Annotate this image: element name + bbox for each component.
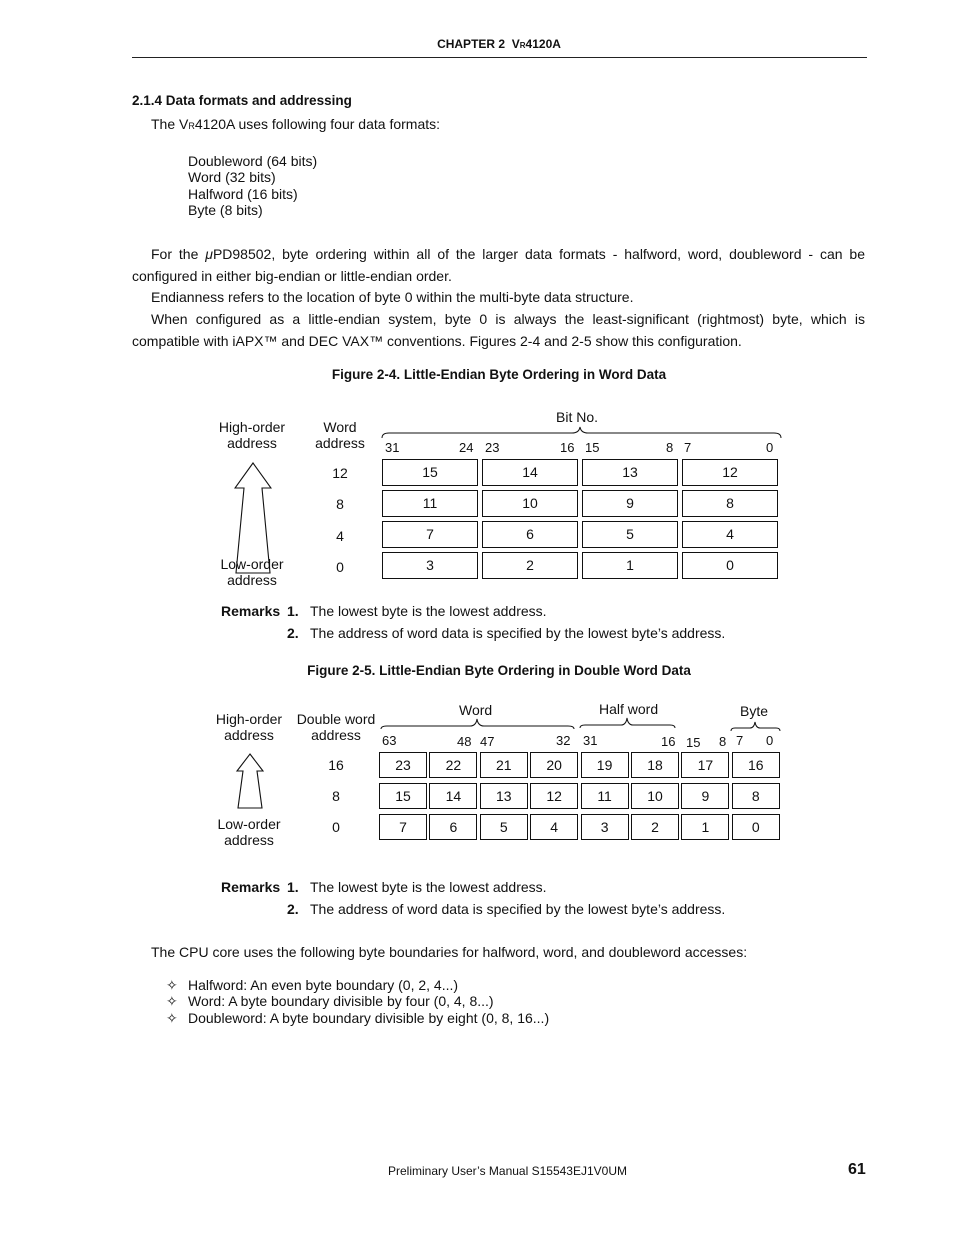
fig25-byte-cell: 3: [581, 814, 629, 840]
sparkle-bullet-icon: ✧: [166, 1009, 178, 1026]
boundaries-intro: The CPU core uses the following byte boundaries for halfword, word, and doubleword accesses:: [151, 944, 748, 960]
fig24-byte-cell: 3: [382, 552, 478, 579]
label-line: Double word: [296, 711, 376, 727]
label-line: Low-order: [217, 816, 281, 832]
fig25-byte-cell: 19: [581, 752, 629, 778]
fig25-byte-cell: 6: [429, 814, 477, 840]
fig24-byte-cell: 7: [382, 521, 478, 548]
chapter-label: CHAPTER 2: [437, 37, 506, 51]
intro-sub: R: [188, 121, 195, 131]
fig25-byte-cell: 0: [732, 814, 780, 840]
fig24-remarks-label: Remarks: [221, 603, 281, 619]
fig25-byte-cell: 10: [631, 783, 679, 809]
fig25-remark-text: The lowest byte is the lowest address.: [310, 879, 547, 895]
fig24-byte-cell: 4: [682, 521, 778, 548]
fig24-byte-cell: 14: [482, 459, 578, 486]
fig24-address: 12: [332, 465, 348, 481]
page-header: [0, 37, 954, 51]
section-intro: [151, 116, 440, 132]
fig24-byte-cell: 5: [582, 521, 678, 548]
fig25-byte-cell: 1: [681, 814, 729, 840]
fig24-bit-label: 15: [585, 440, 600, 455]
fig24-bit-label: 31: [385, 440, 400, 455]
list-item: [166, 977, 549, 993]
format-item: Word (32 bits): [188, 169, 276, 186]
paragraph-byte-ordering: [132, 243, 865, 287]
product-sub: R: [519, 41, 526, 50]
list-item-text: Halfword: An even byte boundary (0, 2, 4...): [188, 977, 459, 993]
fig25-remark-text: The address of word data is specified by the lowest byte’s address.: [310, 901, 726, 917]
sparkle-bullet-icon: ✧: [166, 993, 178, 1010]
fig25-low-order-label: [209, 816, 289, 848]
fig24-bit-label: 24: [459, 440, 474, 455]
label-line: address: [315, 435, 365, 451]
label-line: address: [224, 832, 274, 848]
data-format-list: [188, 153, 317, 218]
fig25-bit-label: 63: [382, 733, 397, 748]
fig25-high-order-label: [209, 711, 289, 743]
fig24-byte-cell: 8: [682, 490, 778, 517]
list-item-text: Word: A byte boundary divisible by four (0, 4, 8...): [188, 993, 494, 1010]
fig24-byte-cell: 0: [682, 552, 778, 579]
fig25-byte-cell: 8: [732, 783, 780, 809]
format-item: Byte (8 bits): [188, 201, 263, 218]
product-prefix: V: [511, 37, 520, 51]
fig25-bit-label: 7: [736, 733, 744, 748]
product-suffix: 4120A: [525, 37, 561, 51]
paragraph-little-endian: When configured as a little-endian system, byte 0 is always the least-significant (rightmost) byte, which is compatible with iAPX™ and DEC VAX™ conventions. Figures 2-4 and 2-5 show this configuration.: [132, 311, 865, 349]
fig24-byte-cell: 10: [482, 490, 578, 517]
label-line: Low-order: [220, 556, 284, 572]
fig25-byte-cell: 5: [480, 814, 528, 840]
fig25-byte-cell: 11: [581, 783, 629, 809]
fig25-byte-cell: 9: [681, 783, 729, 809]
fig24-address: 8: [336, 496, 344, 512]
fig25-remarks-label: Remarks: [221, 879, 281, 895]
fig25-byte-cell: 21: [480, 752, 528, 778]
fig24-address: 4: [336, 528, 344, 544]
fig25-bit-label: 31: [583, 733, 598, 748]
boundaries-list: [166, 977, 549, 1026]
format-item: Halfword (16 bits): [188, 185, 298, 202]
fig25-byte-cell: 15: [379, 783, 427, 809]
fig24-bit-no-label: Bit No.: [556, 409, 599, 425]
fig25-word-label: Word: [459, 702, 493, 718]
fig24-bit-label: 16: [560, 440, 575, 455]
fig25-bit-label: 32: [556, 733, 571, 748]
fig25-bit-label: 16: [661, 734, 676, 749]
fig25-halfword-brace: [579, 716, 677, 730]
fig25-address: 16: [328, 757, 344, 773]
fig24-bit-label: 0: [766, 440, 774, 455]
label-line: address: [227, 435, 277, 451]
fig24-byte-cell: 2: [482, 552, 578, 579]
fig25-address: 0: [332, 819, 340, 835]
fig25-byte-cell: 12: [530, 783, 578, 809]
fig24-remark-num: 1.: [287, 603, 299, 619]
fig25-byte-label: Byte: [740, 703, 769, 719]
mu-symbol: μ: [205, 246, 213, 262]
label-line: address: [227, 572, 277, 588]
fig24-byte-cell: 12: [682, 459, 778, 486]
figure-2-5-title: Figure 2-5. Little-Endian Byte Ordering in Double Word Data: [307, 663, 691, 678]
fig24-bit-label: 8: [666, 440, 674, 455]
fig25-bit-label: 48: [457, 734, 472, 749]
fig25-byte-brace: [730, 719, 782, 733]
fig25-byte-cell: 16: [732, 752, 780, 778]
fig24-up-arrow-icon: [234, 462, 272, 574]
fig24-byte-cell: 9: [582, 490, 678, 517]
fig25-remark-num: 1.: [287, 879, 299, 895]
list-item: [166, 1010, 549, 1026]
fig25-byte-cell: 23: [379, 752, 427, 778]
format-item: Doubleword (64 bits): [188, 153, 318, 169]
p1-prefix: For the: [151, 246, 206, 262]
fig24-byte-cell: 6: [482, 521, 578, 548]
intro-suffix: 4120A uses following four data formats:: [194, 116, 441, 132]
label-line: address: [311, 727, 361, 743]
header-rule: [132, 57, 867, 58]
fig25-byte-cell: 2: [631, 814, 679, 840]
fig25-bit-label: 47: [480, 734, 495, 749]
fig25-bit-label: 15: [686, 735, 701, 750]
section-heading: 2.1.4 Data formats and addressing: [132, 93, 352, 108]
label-line: High-order: [215, 711, 283, 727]
list-item-text: Doubleword: A byte boundary divisible by eight (0, 8, 16...): [188, 1009, 550, 1026]
fig24-bit-label: 7: [684, 440, 692, 455]
fig25-byte-cell: 17: [681, 752, 729, 778]
fig25-byte-cell: 14: [429, 783, 477, 809]
fig24-byte-cell: 1: [582, 552, 678, 579]
fig25-address: 8: [332, 788, 340, 804]
fig25-byte-cell: 18: [631, 752, 679, 778]
fig25-word-brace: [380, 717, 576, 731]
intro-prefix: The V: [151, 116, 189, 132]
fig24-byte-cell: 15: [382, 459, 478, 486]
fig25-halfword-label: Half word: [599, 701, 659, 717]
paragraph-endianness: Endianness refers to the location of byte 0 within the multi-byte data structure.: [151, 289, 634, 305]
fig24-high-order-label: [212, 419, 292, 451]
fig25-byte-cell: 7: [379, 814, 427, 840]
fig25-bit-label: 0: [766, 733, 774, 748]
sparkle-bullet-icon: ✧: [166, 977, 178, 993]
fig25-dw-address-label: [291, 711, 381, 743]
p1-rest: PD98502, byte ordering within all of the larger data formats - halfword, word, doubleword - can be configured in either big-endian or little-endian order.: [132, 246, 865, 284]
fig25-byte-cell: 22: [429, 752, 477, 778]
fig24-remark-num: 2.: [287, 625, 299, 641]
fig24-bit-brace: [381, 426, 783, 440]
fig24-remark-text: The address of word data is specified by the lowest byte’s address.: [310, 625, 726, 641]
fig25-bit-label: 8: [719, 734, 727, 749]
fig24-address: 0: [336, 559, 344, 575]
list-item: [166, 993, 549, 1009]
footer-manual-id: Preliminary User’s Manual S15543EJ1V0UM: [388, 1164, 627, 1178]
fig25-byte-cell: 13: [480, 783, 528, 809]
label-line: High-order: [218, 419, 286, 435]
page-number: 61: [848, 1161, 866, 1178]
label-line: Word: [323, 419, 357, 435]
fig24-remark-text: The lowest byte is the lowest address.: [310, 603, 547, 619]
fig24-word-address-label: [300, 419, 380, 451]
figure-2-4-title: Figure 2-4. Little-Endian Byte Ordering in Word Data: [331, 367, 667, 382]
fig25-up-arrow-icon: [235, 753, 265, 809]
fig24-byte-cell: 11: [382, 490, 478, 517]
fig25-byte-cell: 20: [530, 752, 578, 778]
label-line: address: [224, 727, 274, 743]
fig25-remark-num: 2.: [287, 901, 299, 917]
fig24-byte-cell: 13: [582, 459, 678, 486]
fig25-byte-cell: 4: [530, 814, 578, 840]
fig24-bit-label: 23: [485, 440, 500, 455]
